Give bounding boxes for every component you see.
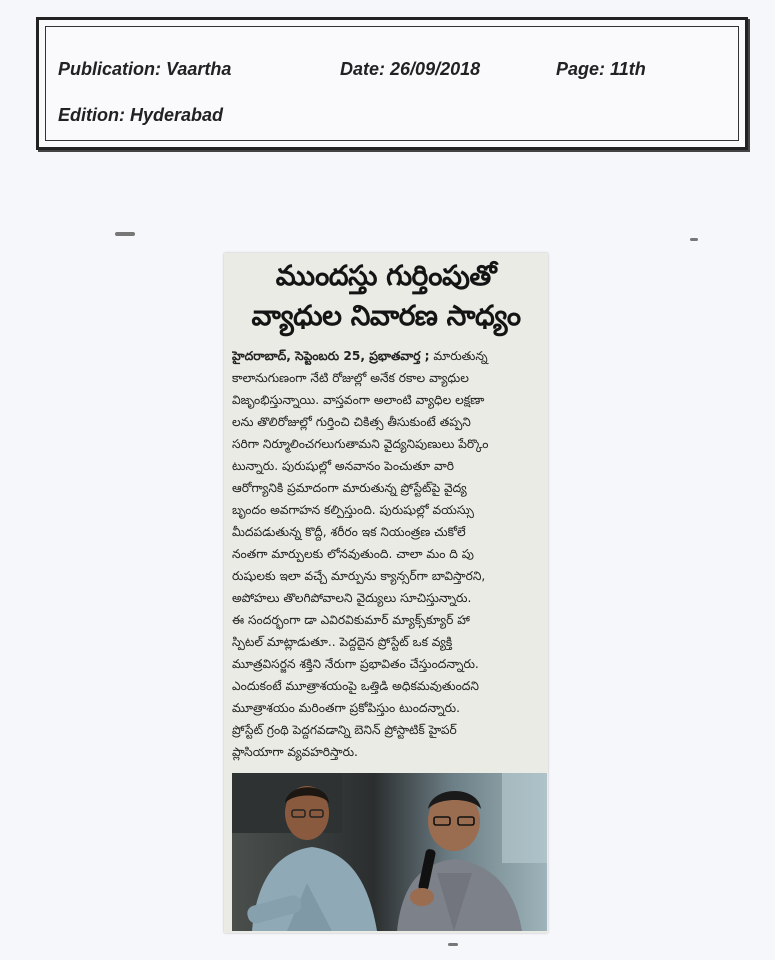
article-text-line: లను తొలిరోజుల్లో గుర్తించి చికిత్స తీసుకుంటే తప్పని (232, 415, 471, 429)
article-photo-drawing (232, 773, 547, 931)
article-text-line: కాలానుగుణంగా నేటి రోజుల్లో అనేక రకాల వ్యాధుల (232, 371, 469, 385)
article-body (232, 345, 540, 763)
article-text-line: అపోహలు తొలగిపోవాలని వైద్యులు సూచిస్తున్నారు. (232, 591, 472, 605)
page-label: Page: (556, 59, 606, 79)
edition-line (58, 105, 223, 126)
date-value: 26/09/2018 (390, 59, 481, 79)
headline-line-1: ముందస్తు గుర్తింపుతో (275, 259, 497, 292)
scan-speck (448, 943, 458, 946)
publication-label: Publication: (58, 59, 161, 79)
headline-line-2: వ్యాధుల నివారణ సాధ్యం (251, 299, 521, 332)
edition-value: Hyderabad (130, 105, 224, 125)
page-value: 11th (610, 59, 646, 79)
article-text-line: బృందం అవగాహన కల్పిస్తుంది. పురుషుల్లో వయస్సు (232, 503, 475, 517)
scan-speck (690, 238, 698, 241)
article-text-line: ఈ సందర్భంగా డా ఎవిరవికుమార్ మ్యాక్స్‌క్యూర్ హా (232, 613, 470, 627)
photo-window-light (502, 773, 547, 863)
article-text-line: స్పిటల్ మాట్లాడుతూ.. పెద్దదైన ప్రోస్టేట్ ఒక వ్యక్తి (232, 635, 453, 649)
article-text-line: టున్నారు. పురుషుల్లో అనవానం పెంచుతూ వారి (232, 459, 454, 473)
article-dateline: హైదరాబాద్, సెప్టెంబరు 25, ప్రభాతవార్త ; (232, 349, 430, 363)
scan-speck (115, 232, 135, 236)
article-text-line: ప్రోస్టేట్ గ్రంథి పెద్దగవడాన్ని బెనిన్ ప్రోస్టాటిక్ హైపర్ (232, 723, 457, 737)
date-label: Date: (340, 59, 386, 79)
publication-line (58, 59, 231, 80)
edition-label: Edition: (58, 105, 125, 125)
article-text-line: నంతగా మార్పులకు లోనవుతుంది. చాలా మం ది పు (232, 547, 474, 561)
article-text-line: మారుతున్న (433, 349, 488, 363)
clipping-header-box (36, 17, 748, 150)
publication-value: Vaartha (166, 59, 232, 79)
article-text-line: మూత్రవిసర్జన శక్తిని నేరుగా ప్రభావితం చేస్తుందన్నారు. (232, 657, 479, 671)
article-text-line: ఆరోగ్యానికి ప్రమాదంగా మారుతున్న ప్రోస్టేట్‌పై వైద్య (232, 481, 467, 495)
page-line (556, 59, 646, 80)
newspaper-clipping (224, 253, 548, 933)
article-text-line: మీదపడుతున్న కొద్దీ, శరీరం ఇక నియంత్రణ చుకోలే (232, 525, 466, 539)
article-first-line (232, 345, 540, 367)
article-text-line: ప్లాసియాగా వ్యవహరిస్తారు. (232, 745, 358, 759)
article-text-line: ఎందుకంటే మూత్రాశయంపై ఒత్తిడి అధికమవుతుందని (232, 679, 479, 693)
date-line (340, 59, 480, 80)
article-text-line: రుషులకు ఇలా వచ్చే మార్పును క్యాన్సర్‌గా బావిస్తారని, (232, 569, 486, 583)
article-text-line: సరిగా నిర్మూలించగలుగుతామని వైద్యనిపుణులు పేర్కొం (232, 437, 489, 451)
article-photo (232, 773, 547, 931)
article-text-line: విజృంభిస్తున్నాయి. వాస్తవంగా అలాంటి వ్యాధిల లక్షణా (232, 393, 485, 407)
article-text-line: మూత్రాశయం మరింతగా ప్రకోపిస్తుం టుందన్నారు. (232, 701, 460, 715)
